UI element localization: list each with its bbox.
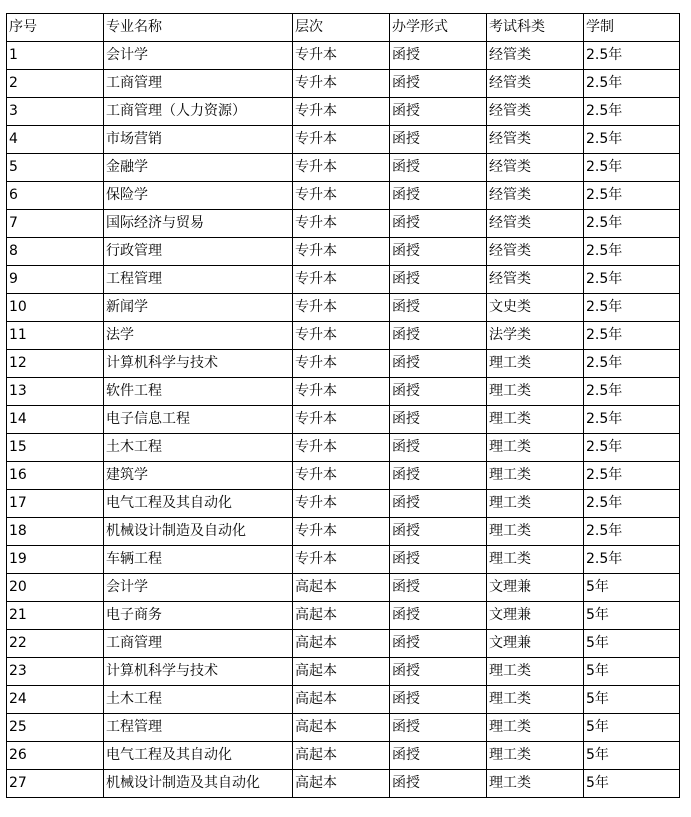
cell-exam-category: 理工类 [487,406,584,434]
cell-level: 专升本 [293,546,390,574]
cell-index: 1 [7,42,104,70]
cell-major-name: 新闻学 [104,294,293,322]
cell-level: 高起本 [293,742,390,770]
cell-study-mode: 函授 [390,322,487,350]
cell-level: 专升本 [293,490,390,518]
cell-duration: 2.5年 [584,126,680,154]
table-row [7,182,680,210]
cell-exam-category: 经管类 [487,42,584,70]
cell-major-name: 工商管理 [104,630,293,658]
cell-exam-category: 理工类 [487,378,584,406]
cell-exam-category: 经管类 [487,210,584,238]
cell-duration: 5年 [584,686,680,714]
table-row [7,602,680,630]
cell-level: 高起本 [293,770,390,798]
cell-level: 专升本 [293,518,390,546]
cell-major-name: 机械设计制造及其自动化 [104,770,293,798]
cell-study-mode: 函授 [390,378,487,406]
table-row [7,518,680,546]
cell-major-name: 机械设计制造及自动化 [104,518,293,546]
cell-level: 高起本 [293,658,390,686]
cell-index: 10 [7,294,104,322]
cell-study-mode: 函授 [390,154,487,182]
cell-study-mode: 函授 [390,518,487,546]
cell-study-mode: 函授 [390,238,487,266]
cell-index: 14 [7,406,104,434]
cell-duration: 2.5年 [584,518,680,546]
cell-exam-category: 理工类 [487,350,584,378]
table-row [7,322,680,350]
table-row [7,574,680,602]
cell-duration: 2.5年 [584,294,680,322]
cell-level: 专升本 [293,154,390,182]
cell-duration: 2.5年 [584,70,680,98]
table-row [7,350,680,378]
cell-exam-category: 理工类 [487,462,584,490]
cell-study-mode: 函授 [390,714,487,742]
cell-exam-category: 经管类 [487,266,584,294]
cell-exam-category: 理工类 [487,490,584,518]
cell-index: 17 [7,490,104,518]
cell-level: 专升本 [293,42,390,70]
cell-duration: 5年 [584,630,680,658]
table-row [7,294,680,322]
cell-level: 专升本 [293,266,390,294]
table-row [7,42,680,70]
cell-exam-category: 经管类 [487,238,584,266]
cell-level: 高起本 [293,714,390,742]
cell-study-mode: 函授 [390,350,487,378]
header-study-mode: 办学形式 [390,14,487,42]
cell-duration: 2.5年 [584,350,680,378]
cell-major-name: 车辆工程 [104,546,293,574]
cell-study-mode: 函授 [390,574,487,602]
cell-index: 26 [7,742,104,770]
cell-level: 专升本 [293,70,390,98]
cell-duration: 5年 [584,574,680,602]
cell-study-mode: 函授 [390,742,487,770]
table-row [7,266,680,294]
table-row [7,686,680,714]
cell-exam-category: 理工类 [487,770,584,798]
cell-index: 15 [7,434,104,462]
cell-exam-category: 理工类 [487,714,584,742]
cell-index: 16 [7,462,104,490]
table-row [7,238,680,266]
table-body [7,42,680,798]
cell-exam-category: 经管类 [487,70,584,98]
cell-study-mode: 函授 [390,42,487,70]
cell-major-name: 行政管理 [104,238,293,266]
cell-duration: 5年 [584,742,680,770]
cell-major-name: 市场营销 [104,126,293,154]
cell-index: 11 [7,322,104,350]
cell-exam-category: 经管类 [487,154,584,182]
cell-exam-category: 理工类 [487,686,584,714]
cell-index: 19 [7,546,104,574]
cell-exam-category: 法学类 [487,322,584,350]
cell-duration: 2.5年 [584,154,680,182]
header-row [7,14,680,42]
cell-level: 高起本 [293,574,390,602]
table-row [7,406,680,434]
table-row [7,490,680,518]
cell-major-name: 法学 [104,322,293,350]
cell-index: 3 [7,98,104,126]
cell-duration: 2.5年 [584,434,680,462]
cell-major-name: 电气工程及其自动化 [104,490,293,518]
cell-study-mode: 函授 [390,210,487,238]
table-row [7,770,680,798]
header-exam-category: 考试科类 [487,14,584,42]
cell-duration: 2.5年 [584,378,680,406]
cell-index: 8 [7,238,104,266]
cell-study-mode: 函授 [390,602,487,630]
cell-major-name: 工商管理 [104,70,293,98]
cell-level: 专升本 [293,182,390,210]
cell-study-mode: 函授 [390,434,487,462]
cell-index: 13 [7,378,104,406]
table-row [7,462,680,490]
table-row [7,714,680,742]
cell-exam-category: 理工类 [487,518,584,546]
cell-study-mode: 函授 [390,294,487,322]
cell-index: 25 [7,714,104,742]
cell-index: 7 [7,210,104,238]
cell-study-mode: 函授 [390,462,487,490]
cell-level: 专升本 [293,294,390,322]
cell-major-name: 工程管理 [104,714,293,742]
table-row [7,378,680,406]
cell-duration: 5年 [584,658,680,686]
cell-level: 专升本 [293,126,390,154]
table-row [7,70,680,98]
cell-level: 专升本 [293,406,390,434]
cell-study-mode: 函授 [390,98,487,126]
cell-level: 专升本 [293,98,390,126]
cell-major-name: 计算机科学与技术 [104,350,293,378]
cell-level: 专升本 [293,378,390,406]
cell-major-name: 工商管理（人力资源） [104,98,293,126]
cell-major-name: 国际经济与贸易 [104,210,293,238]
cell-major-name: 金融学 [104,154,293,182]
table-row [7,546,680,574]
header-index: 序号 [7,14,104,42]
cell-index: 23 [7,658,104,686]
table-row [7,210,680,238]
cell-study-mode: 函授 [390,546,487,574]
cell-duration: 2.5年 [584,210,680,238]
cell-duration: 5年 [584,602,680,630]
cell-major-name: 计算机科学与技术 [104,658,293,686]
header-level: 层次 [293,14,390,42]
cell-study-mode: 函授 [390,406,487,434]
majors-table [6,13,680,798]
cell-level: 专升本 [293,238,390,266]
cell-exam-category: 理工类 [487,546,584,574]
cell-index: 2 [7,70,104,98]
cell-duration: 2.5年 [584,266,680,294]
cell-duration: 2.5年 [584,546,680,574]
cell-exam-category: 文史类 [487,294,584,322]
cell-study-mode: 函授 [390,770,487,798]
cell-study-mode: 函授 [390,182,487,210]
cell-study-mode: 函授 [390,266,487,294]
header-major-name: 专业名称 [104,14,293,42]
cell-duration: 2.5年 [584,462,680,490]
cell-study-mode: 函授 [390,658,487,686]
cell-index: 4 [7,126,104,154]
cell-index: 24 [7,686,104,714]
cell-duration: 2.5年 [584,238,680,266]
cell-level: 高起本 [293,686,390,714]
cell-exam-category: 经管类 [487,98,584,126]
cell-exam-category: 理工类 [487,742,584,770]
cell-study-mode: 函授 [390,70,487,98]
cell-index: 5 [7,154,104,182]
cell-duration: 2.5年 [584,406,680,434]
cell-level: 专升本 [293,434,390,462]
cell-exam-category: 理工类 [487,434,584,462]
cell-exam-category: 文理兼 [487,602,584,630]
cell-level: 专升本 [293,210,390,238]
cell-major-name: 电子商务 [104,602,293,630]
cell-duration: 2.5年 [584,322,680,350]
cell-exam-category: 经管类 [487,126,584,154]
cell-index: 9 [7,266,104,294]
cell-index: 21 [7,602,104,630]
cell-exam-category: 经管类 [487,182,584,210]
cell-duration: 2.5年 [584,182,680,210]
header-duration: 学制 [584,14,680,42]
cell-study-mode: 函授 [390,630,487,658]
cell-index: 22 [7,630,104,658]
cell-duration: 5年 [584,770,680,798]
cell-index: 12 [7,350,104,378]
table-row [7,742,680,770]
cell-major-name: 建筑学 [104,462,293,490]
cell-major-name: 保险学 [104,182,293,210]
table-row [7,154,680,182]
cell-major-name: 土木工程 [104,434,293,462]
cell-level: 专升本 [293,462,390,490]
cell-major-name: 电子信息工程 [104,406,293,434]
cell-major-name: 软件工程 [104,378,293,406]
cell-major-name: 工程管理 [104,266,293,294]
cell-duration: 5年 [584,714,680,742]
cell-major-name: 土木工程 [104,686,293,714]
cell-major-name: 会计学 [104,574,293,602]
cell-exam-category: 文理兼 [487,574,584,602]
cell-index: 20 [7,574,104,602]
cell-level: 专升本 [293,350,390,378]
cell-duration: 2.5年 [584,98,680,126]
table-row [7,98,680,126]
table-row [7,434,680,462]
cell-study-mode: 函授 [390,126,487,154]
table-row [7,126,680,154]
table-row [7,658,680,686]
cell-exam-category: 文理兼 [487,630,584,658]
cell-exam-category: 理工类 [487,658,584,686]
cell-study-mode: 函授 [390,490,487,518]
cell-level: 专升本 [293,322,390,350]
cell-major-name: 会计学 [104,42,293,70]
cell-study-mode: 函授 [390,686,487,714]
table-row [7,630,680,658]
cell-major-name: 电气工程及其自动化 [104,742,293,770]
cell-level: 高起本 [293,602,390,630]
cell-index: 27 [7,770,104,798]
cell-level: 高起本 [293,630,390,658]
cell-duration: 2.5年 [584,42,680,70]
cell-index: 6 [7,182,104,210]
cell-index: 18 [7,518,104,546]
cell-duration: 2.5年 [584,490,680,518]
